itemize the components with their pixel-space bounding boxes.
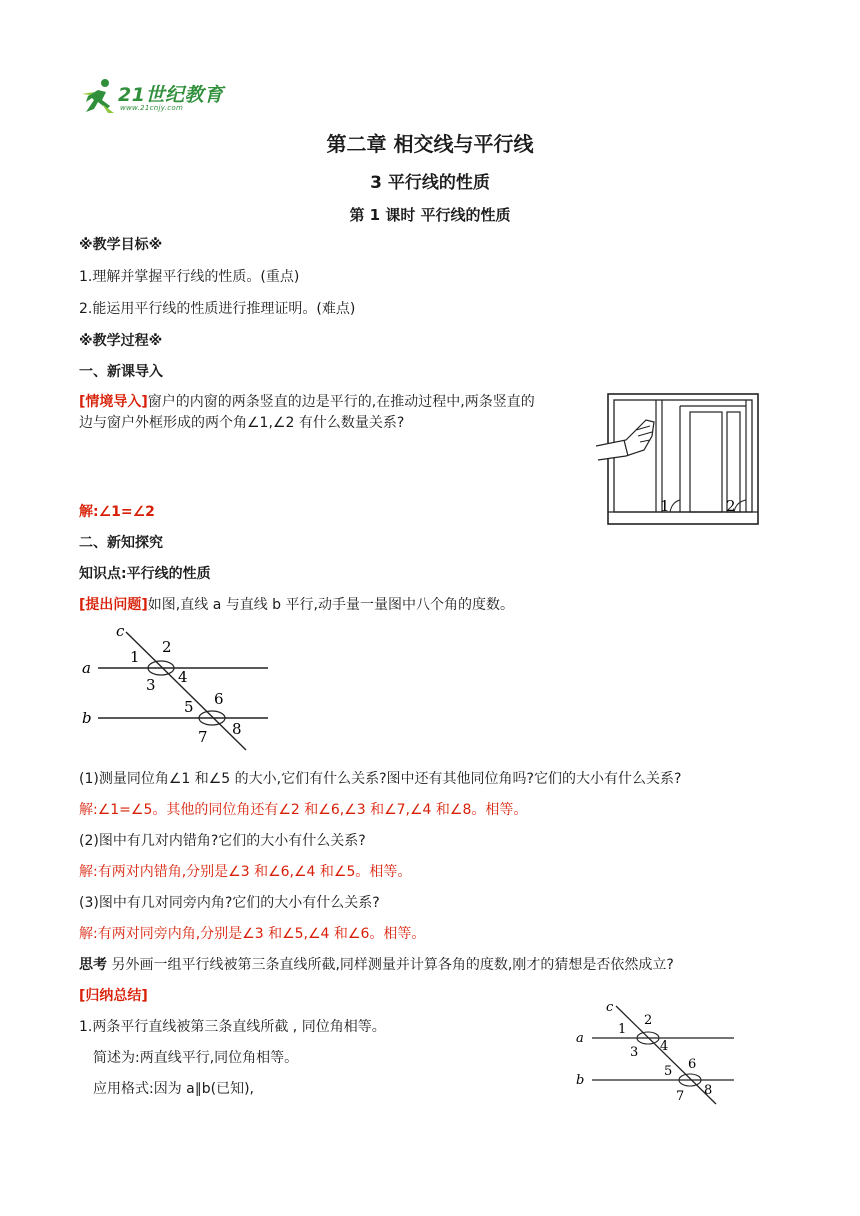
angle2-label-3: 3	[630, 1045, 639, 1060]
parallel-lines-figure	[78, 622, 278, 752]
angle-label-2: 2	[162, 638, 172, 656]
answer-1: 解:∠1=∠5。其他的同位角还有∠2 和∠6,∠3 和∠7,∠4 和∠8。相等。	[79, 802, 528, 818]
answer-2: 解:有两对内错角,分别是∠3 和∠6,∠4 和∠5。相等。	[79, 864, 412, 880]
lesson-title: 第 1 课时 平行线的性质	[349, 206, 511, 224]
problem-paragraph	[79, 595, 514, 615]
label-a: a	[82, 659, 91, 677]
angle-label-4: 4	[178, 668, 188, 686]
objective-item-1: 1.理解并掌握平行线的性质。(重点)	[79, 269, 300, 285]
angle-label-8: 8	[232, 720, 242, 738]
intro-line-2: 边与窗户外框形成的两个角∠1,∠2 有什么数量关系?	[79, 415, 405, 431]
logo	[80, 74, 230, 120]
label-c-2: c	[606, 1000, 614, 1015]
think-paragraph	[79, 955, 674, 975]
summary-format: 应用格式:因为 a∥b(已知),	[93, 1081, 255, 1097]
runner-logo-icon	[80, 76, 120, 116]
objectives-heading: ※教学目标※	[79, 237, 163, 253]
logo-text: 21世纪教育	[118, 84, 224, 106]
explore-heading: 二、新知探究	[79, 535, 163, 551]
window-angle-2: 2	[726, 497, 736, 515]
label-c: c	[116, 622, 125, 640]
question-2: (2)图中有几对内错角?它们的大小有什么关系?	[79, 833, 366, 849]
knowledge-point: 知识点:平行线的性质	[79, 566, 211, 582]
label-b: b	[82, 709, 92, 727]
angle2-label-1: 1	[618, 1022, 627, 1037]
label-a-2: a	[576, 1031, 584, 1046]
summary-short: 简述为:两直线平行,同位角相等。	[93, 1050, 299, 1066]
logo-url: www.21cnjy.com	[120, 104, 184, 112]
objective-item-2: 2.能运用平行线的性质进行推理证明。(难点)	[79, 301, 356, 317]
summary-tag: [归纳总结]	[79, 988, 148, 1004]
window-angle-1: 1	[660, 497, 670, 515]
window-figure	[596, 392, 760, 526]
problem-tag: [提出问题]	[79, 597, 148, 613]
label-b-2: b	[576, 1073, 585, 1088]
process-heading: ※教学过程※	[79, 333, 163, 349]
scenario-tag: [情境导入]	[79, 394, 148, 410]
think-text: 另外画一组平行线被第三条直线所截,同样测量并计算各角的度数,刚才的猜想是否依然成立?	[111, 957, 674, 973]
chapter-title: 第二章 相交线与平行线	[326, 132, 534, 156]
angle-label-1: 1	[130, 648, 140, 666]
think-label: 思考	[79, 957, 107, 973]
summary-rule-1: 1.两条平行直线被第三条直线所截 , 同位角相等。	[79, 1019, 386, 1035]
angle2-label-2: 2	[644, 1013, 653, 1028]
angle2-label-7: 7	[676, 1089, 685, 1104]
intro-answer: 解:∠1=∠2	[79, 504, 155, 520]
angle2-label-5: 5	[664, 1064, 673, 1079]
question-1: (1)测量同位角∠1 和∠5 的大小,它们有什么关系?图中还有其他同位角吗?它们的大小有什么关系?	[79, 771, 682, 787]
intro-line-1: 窗户的内窗的两条竖直的边是平行的,在推动过程中,两条竖直的	[147, 394, 535, 410]
intro-heading: 一、新课导入	[79, 364, 163, 380]
answer-3: 解:有两对同旁内角,分别是∠3 和∠5,∠4 和∠6。相等。	[79, 926, 426, 942]
angle-label-6: 6	[214, 690, 224, 708]
angle-label-5: 5	[184, 698, 194, 716]
question-3: (3)图中有几对同旁内角?它们的大小有什么关系?	[79, 895, 380, 911]
intro-paragraph	[79, 392, 535, 412]
angle-label-3: 3	[146, 676, 156, 694]
angle-label-7: 7	[198, 728, 208, 746]
angle2-label-6: 6	[688, 1057, 697, 1072]
angle2-label-8: 8	[704, 1083, 713, 1098]
angle2-label-4: 4	[660, 1039, 669, 1054]
problem-text: 如图,直线 a 与直线 b 平行,动手量一量图中八个角的度数。	[147, 597, 514, 613]
parallel-lines-figure-2	[572, 998, 752, 1108]
section-title: 3 平行线的性质	[370, 173, 490, 193]
